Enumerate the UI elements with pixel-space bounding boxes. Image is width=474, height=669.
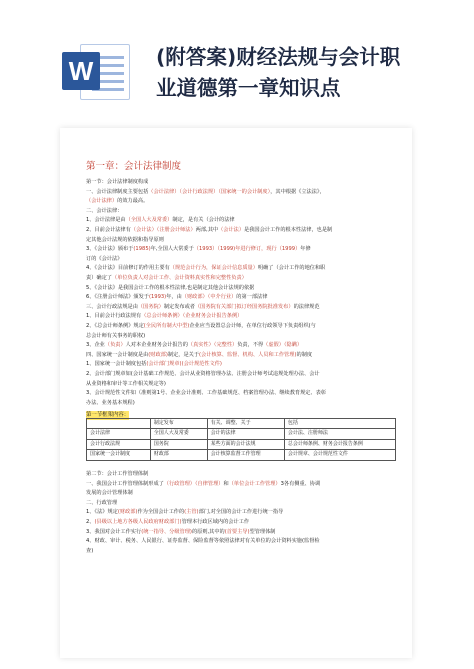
section-one-line: 从业资格和审计等工作相关规定等) bbox=[86, 380, 166, 387]
section-one-line: 1、目前会计行政法规有（总会计师条例）（企业财务会计报告条例） bbox=[86, 313, 243, 320]
section-two-line: 一、我国会计工作管理体制形成了（行政管理）（自律管理）和（单位会计工作管理）3各有侧重、协调 bbox=[86, 480, 321, 487]
section-one-line: 办法、业务基本规程) bbox=[86, 399, 135, 406]
table-cell: 国务院 bbox=[150, 439, 207, 449]
table-title: 第一节框架内容： bbox=[86, 411, 129, 420]
table-cell: 会计法、注册师法 bbox=[284, 429, 395, 439]
section-two-line: 4、财政、审计、税务、人民银行、证券监督、保险监督等依照法律对有关单位的会计资料实施(监督检 bbox=[86, 538, 320, 545]
section-two-line: 第二节：会计工作管理体制 bbox=[86, 471, 149, 477]
section-one-line: 定其他会计法规的依据和指导原则 bbox=[86, 236, 164, 243]
word-document-icon bbox=[62, 40, 132, 102]
section-one-line: 1、会计法律是由（全国人大及常委）制定，是有关（会计的法律 bbox=[86, 217, 235, 224]
table-row bbox=[87, 439, 396, 449]
table-cell: 会计规章、会计规范性文件 bbox=[284, 450, 395, 460]
table-cell: 会计核算监督工作管理 bbox=[207, 450, 284, 460]
section-one-line: 5、《会计法》是我国会计工作的根本性法律,也是制定其他会计法规的依据 bbox=[86, 284, 255, 291]
section-two-line: 2、(县级以上地方各级人民政府财政部门)管理本行政区域内的会计工作 bbox=[86, 519, 250, 525]
section-one-line: 2、会计部门规章如(会计基础工作规范、会计从业资格管理办法、注册会计师考试违规处理办法、会计 bbox=[86, 371, 320, 377]
table-cell: 制定发布 bbox=[150, 419, 207, 429]
section-one-line: 6、《注册会计师法》颁发于(1993)年，由（财政部）（中介行业）的第一部法律 bbox=[86, 294, 268, 301]
section-one-line: 4、《会计法》目前修订的作用主要有（规范会计行为，保证会计信息质量）明确了（会计工作的地位和职 bbox=[86, 265, 326, 272]
table-cell: 全国人大及常委 bbox=[150, 429, 207, 439]
table-cell: 会计行政法规 bbox=[87, 439, 151, 449]
table-row bbox=[87, 429, 396, 439]
section-one-line: 一、会计法律制度主要包括（会计法律）（会计行政法规）（国家统一的会计制度），其中根据《立法法》， bbox=[86, 188, 325, 195]
section-one-line: 总会计师有关事务的职权) bbox=[86, 332, 146, 339]
section-one-line: 3、会计规范性文件如（准则第1号、企业会计准则、工作基础规范、档案管理办法、继续教育规定、表彰 bbox=[86, 390, 327, 397]
chapter-title: 第一章：会计法律制度 bbox=[86, 161, 182, 172]
table-cell bbox=[87, 419, 151, 429]
section-two-line: 二、行政管理 bbox=[86, 499, 118, 506]
section-one-line: 3、《会计法》颁布于(1985)年,全国人大常委于（1993）（1999)年进行修订，现行（1999）年修 bbox=[86, 246, 311, 253]
section-two-line: 1、《法》规定(财政部)作为全国会计工作的(主管)部门,对全国的会计工作进行统一指导 bbox=[86, 509, 284, 516]
table-cell: 财政部 bbox=[150, 450, 207, 460]
table-cell: 有关、调整、关于 bbox=[207, 419, 284, 429]
section-one-line: 2、《总会计师条例》规定(全民所有制大中型)企业应当设置总会计师，在单位行政领导下负责组织(与 bbox=[86, 323, 316, 329]
table-cell: 总会计师条例、财务会计报告条例 bbox=[284, 439, 395, 449]
title-line-1: (附答案)财经法规与会计职 bbox=[156, 45, 401, 69]
table-cell: 会计法律 bbox=[87, 429, 151, 439]
table-cell: 国家统一会计制度 bbox=[87, 450, 151, 460]
section-two-line: 3、我国对会计工作实行(统一指导、分级管理)的原则,其中的(首要主导)型管理体制 bbox=[86, 528, 276, 535]
table-cell: 某些方面的会计法规 bbox=[207, 439, 284, 449]
table-cell: 会计的法律 bbox=[207, 429, 284, 439]
section-two-line: 查) bbox=[86, 547, 94, 554]
section-one-line: 1、国家统一会计制度包括(会计部门规章)(会计规范性文件) bbox=[86, 361, 222, 368]
document-page bbox=[60, 128, 412, 658]
section-one-line: 四、国家统一会计制度是由(财政部)制定，是关于(会计核算、监督、机构、人员和工作管理)的制度 bbox=[86, 351, 313, 358]
section-one-line: 责）确定了（单位负责人对会计工作、会计资料真实性和完整性负责） bbox=[86, 275, 247, 281]
section-one-line: （会计法律）的效力最高。 bbox=[86, 198, 149, 205]
document-title bbox=[156, 42, 456, 104]
title-line-2: 业道德第一章知识点 bbox=[156, 76, 341, 100]
section-one-line: 第一节：会计法律制度构成 bbox=[86, 179, 149, 185]
table-row bbox=[87, 419, 396, 429]
section-one-line: 二、会计法律： bbox=[86, 207, 123, 214]
section-one-line: 3、企业（负责）人对本企业财务会计报告的（真实性）（完整性）负责，不得（虚假）（隐瞒） bbox=[86, 342, 303, 349]
word-letter: W bbox=[62, 52, 100, 90]
section-one-line: 订的《会计法》 bbox=[86, 255, 123, 262]
table-cell: 包括 bbox=[284, 419, 395, 429]
section-one-line: 三、会计行政法规是由（国务院）制定发布或者（国务院有关部门拟订经国务院批准发布）的法律规范 bbox=[86, 303, 320, 310]
framework-table bbox=[86, 418, 396, 461]
table-row bbox=[87, 450, 396, 460]
section-two-line: 发展的会计管理体制 bbox=[86, 490, 133, 497]
section-one-line: 2、目前会计法律有（会计法）（注册会计师法）两部,其中（会计法）是我国会计工作的根本性法律，也是制 bbox=[86, 227, 333, 233]
